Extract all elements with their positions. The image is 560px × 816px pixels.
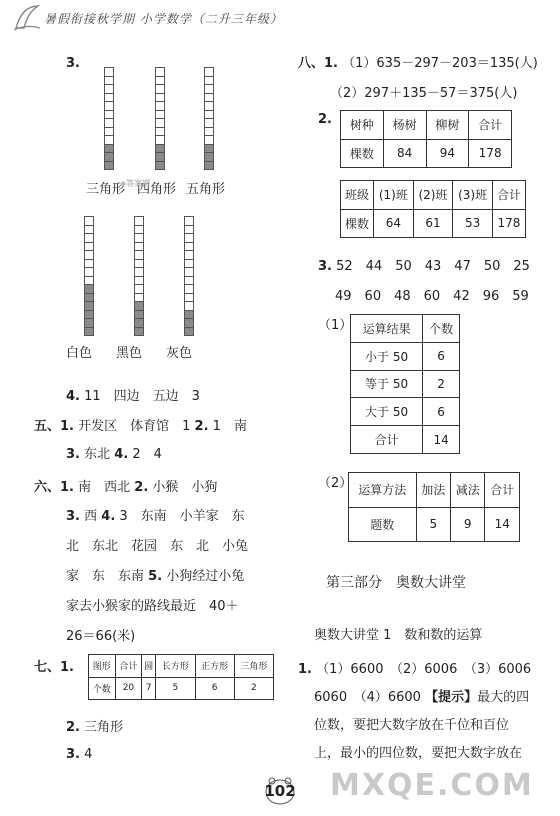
bar-cell [134, 327, 144, 337]
table-header-cell: 长方形 [156, 655, 195, 678]
liu-line-5: 家去小猴家的路线最近 40＋ [66, 599, 239, 614]
wu-line-2: 3. 东北 4. 2 4 [66, 447, 162, 462]
table-row [351, 426, 460, 454]
ba-q3-row1: 3. 52 44 50 43 47 50 25 [318, 259, 530, 274]
table-cell: 题数 [349, 507, 417, 542]
result-table [350, 314, 460, 454]
qi-line-2: 2. 三角形 [66, 720, 124, 735]
part2-label: （2） [318, 476, 353, 491]
table-cell: 7 [142, 677, 156, 700]
table-header-cell: 班级 [341, 181, 374, 210]
table-header-cell: 运算结果 [351, 315, 423, 343]
table-cell: 14 [485, 507, 520, 542]
table-cell: 5 [416, 507, 450, 542]
table-header-cell: (1)班 [374, 181, 414, 210]
table-header-cell: 减法 [451, 473, 485, 508]
liu-line-4: 家 东 东南 5. 小狗经过小兔 [66, 569, 245, 584]
table-header-cell: 运算方法 [349, 473, 417, 508]
table-header-cell: 合计 [115, 655, 142, 678]
table-row [351, 398, 460, 426]
table-cell: 棵数 [341, 209, 374, 238]
bar-column [104, 68, 114, 170]
table-cell: 棵数 [341, 139, 384, 168]
bar-label: 黑色 [116, 346, 143, 361]
table-header-cell: (2)班 [413, 181, 453, 210]
table-cell: 178 [469, 139, 512, 168]
table-header-cell: 树种 [341, 111, 384, 140]
ba-line-2: （2）297＋135－57＝375(人) [330, 86, 518, 101]
bar-cell [184, 327, 194, 337]
bar-label: 灰色 [166, 346, 193, 361]
table-header-cell: 个数 [423, 315, 460, 343]
bar-label: 白色 [66, 346, 93, 361]
tree-table [340, 110, 512, 168]
table-cell: 14 [423, 426, 460, 454]
bar-label: 五角形 [186, 182, 226, 197]
bar-column [184, 217, 194, 336]
method-table [348, 472, 520, 542]
bar-cell [155, 161, 165, 171]
page-number [263, 776, 297, 806]
liu-line-6: 26＝66(米) [66, 629, 136, 644]
table-cell: 大于 50 [351, 398, 423, 426]
table-header-cell: 圆 [142, 655, 156, 678]
table-header-cell: 柳树 [426, 111, 469, 140]
table-cell: 2 [423, 370, 460, 398]
wu-line-1: 五、1. 开发区 体育馆 1 2. 1 南 [34, 419, 247, 434]
table-header-cell: 杨树 [383, 111, 426, 140]
table-cell: 6 [423, 342, 460, 370]
table-cell: 合计 [351, 426, 423, 454]
liu-line-1: 六、1. 南 西北 2. 小猴 小狗 [34, 480, 218, 495]
bar-cell [204, 161, 214, 171]
watermark-small: ◆答案网 [120, 179, 151, 188]
bar-column [155, 68, 165, 170]
table-header-cell: 合计 [492, 181, 525, 210]
table-header-cell: 合计 [469, 111, 512, 140]
bar-column [204, 68, 214, 170]
table-cell: 84 [383, 139, 426, 168]
part3-title: 第三部分 奥数大讲堂 [326, 575, 466, 591]
a1-line-4: 上，最小的四位数，要把大数字放在 [314, 746, 523, 761]
liu-line-3: 北 东北 花园 东 北 小兔 [66, 539, 249, 554]
ba-line-1: 八、1. （1）635－297－203＝135(人) [298, 56, 538, 71]
a1-line-2: 6060 （4）6600 【提示】最大的四 [314, 690, 530, 705]
qi-line-3: 3. 4 [66, 747, 93, 762]
table-cell: 个数 [89, 677, 116, 700]
table-row [351, 370, 460, 398]
header-title: 暑假衔接秋学期 小学数学（二升三年级） [44, 12, 283, 26]
table-cell: 6 [423, 398, 460, 426]
table-header-cell: 加法 [416, 473, 450, 508]
part1-label: （1） [318, 318, 353, 333]
table-cell: 64 [374, 209, 414, 238]
class-table [340, 180, 526, 238]
bar-cell [84, 327, 94, 337]
bar-label: 四角形 [137, 182, 177, 197]
table-header-cell: 合计 [485, 473, 520, 508]
ba-q3-row2: 49 60 48 60 42 96 59 [335, 289, 529, 304]
table-cell: 178 [492, 209, 525, 238]
bar-cell [104, 161, 114, 171]
table-cell: 小于 50 [351, 342, 423, 370]
bar-column [84, 217, 94, 336]
lecture1-title: 奥数大讲堂 1 数和数的运算 [314, 628, 483, 643]
table-cell: 5 [156, 677, 195, 700]
watermark: MXQE.COM [330, 768, 534, 803]
qi-shape-table [88, 654, 274, 700]
table-cell: 6 [195, 677, 234, 700]
page-number-text: 102 [264, 782, 296, 800]
table-cell: 9 [451, 507, 485, 542]
table-row [351, 342, 460, 370]
table-cell: 94 [426, 139, 469, 168]
table-header-cell: 图形 [89, 655, 116, 678]
q3-number: 3. [66, 56, 80, 71]
table-cell: 61 [413, 209, 453, 238]
table-cell: 20 [115, 677, 142, 700]
page-header [8, 2, 552, 34]
table-cell: 53 [453, 209, 493, 238]
brand-logo-icon [12, 2, 42, 34]
qi-section: 七、1. [34, 660, 74, 675]
table-header-cell: 三角形 [234, 655, 273, 678]
table-cell: 2 [234, 677, 273, 700]
liu-line-2: 3. 西 4. 3 东南 小羊家 东 [66, 509, 245, 524]
bar-label: 三角形 [86, 182, 126, 197]
table-header-cell: (3)班 [453, 181, 493, 210]
table-cell: 等于 50 [351, 370, 423, 398]
table-header-cell: 正方形 [195, 655, 234, 678]
a1-line-3: 位数，要把大数字放在千位和百位 [314, 718, 510, 733]
bar-column [134, 217, 144, 336]
ba-q2-number: 2. [318, 112, 332, 127]
q4-line: 4. 11 四边 五边 3 [66, 389, 200, 404]
a1-line-1: 1. （1）6600 （2）6006 （3）6006 [298, 662, 532, 677]
table-row [351, 315, 460, 343]
